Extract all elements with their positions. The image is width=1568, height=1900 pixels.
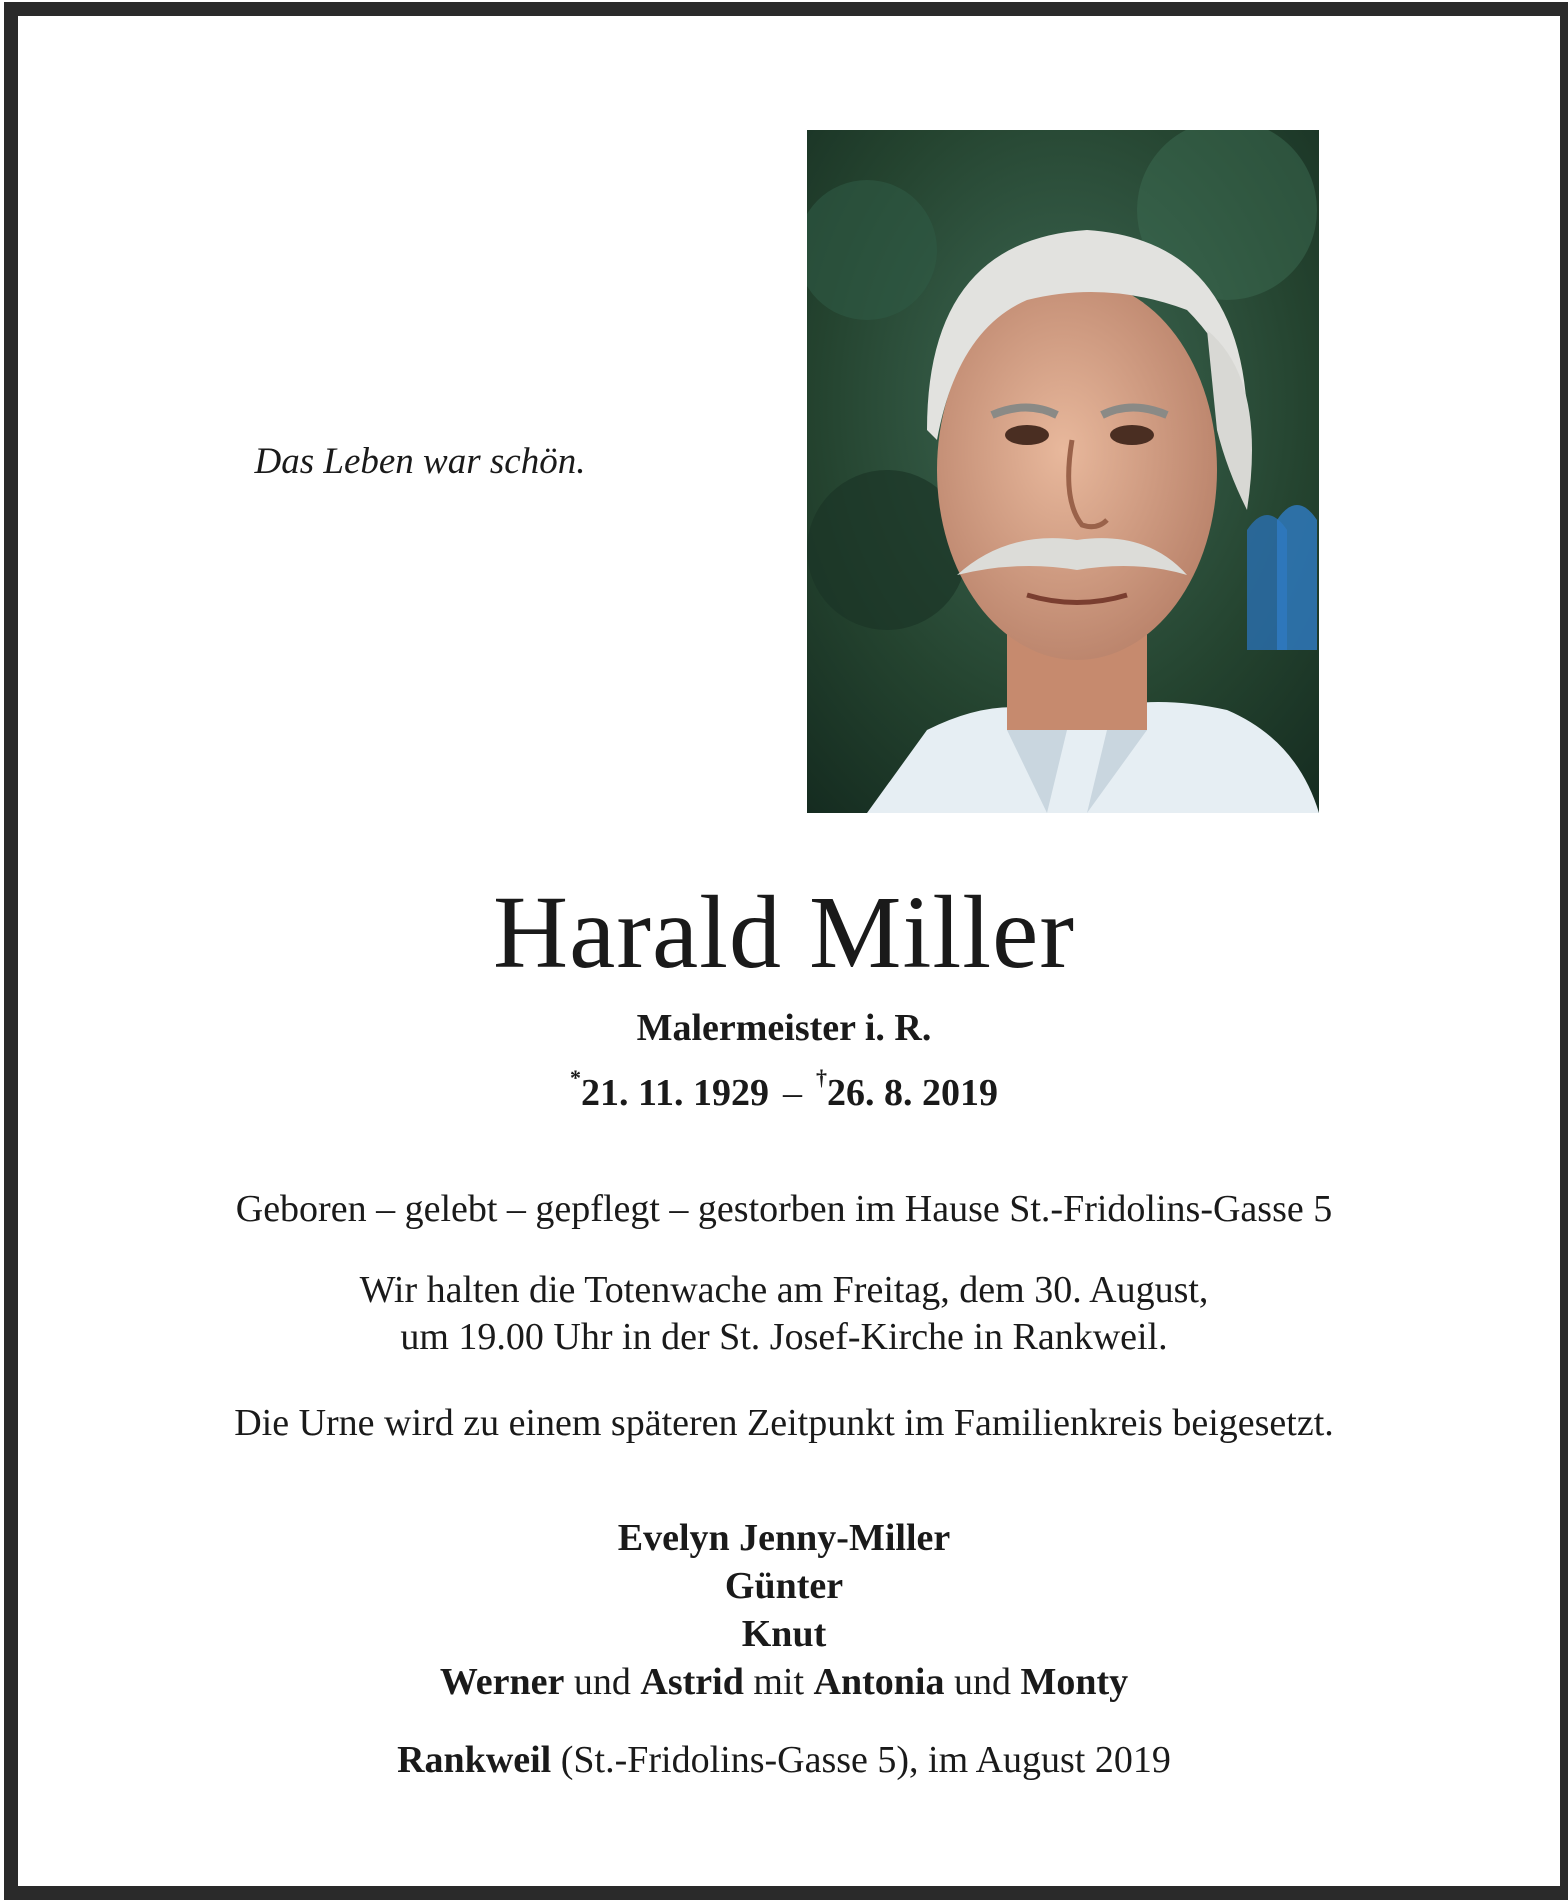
life-statement: Geboren – gelebt – gepflegt – gestorben im Hause St.-Fridolins-Gasse 5 — [235, 1188, 1333, 1230]
mourner-name: Werner — [439, 1661, 565, 1703]
mourner-joiner: und — [573, 1661, 631, 1703]
portrait-illustration — [807, 130, 1319, 813]
life-dates — [40, 1065, 1528, 1115]
death-date: 26. 8. 2019 — [826, 1072, 998, 1114]
footer-place: Rankweil — [397, 1739, 552, 1781]
urn-notice: Die Urne wird zu einem späteren Zeitpunkt im Familienkreis beigesetzt. — [234, 1402, 1334, 1444]
birth-date: 21. 11. 1929 — [581, 1072, 769, 1114]
portrait-photo-icon — [807, 130, 1319, 813]
mourner-line-1: Evelyn Jenny-Miller — [617, 1517, 951, 1559]
birth-symbol: * — [570, 1065, 582, 1091]
motto: Das Leben war schön. — [254, 441, 586, 482]
death-symbol: † — [815, 1065, 827, 1091]
wake-notice-line-1: Wir halten die Totenwache am Freitag, dem 30. August, — [359, 1269, 1209, 1311]
deceased-title: Malermeister i. R. — [636, 1007, 932, 1049]
deceased-name: Harald Miller — [493, 875, 1075, 990]
mourner-joiner: und — [953, 1661, 1011, 1703]
mourner-name: Antonia — [813, 1661, 945, 1703]
mourner-name: Monty — [1020, 1661, 1129, 1703]
place-and-date — [40, 1738, 1528, 1782]
mourner-joiner: mit — [753, 1661, 805, 1703]
wake-notice — [40, 1267, 1528, 1361]
mourner-name: Astrid — [640, 1661, 744, 1703]
footer-rest: (St.-Fridolins-Gasse 5), im August 2019 — [560, 1739, 1171, 1781]
wake-notice-line-2: um 19.00 Uhr in der St. Josef-Kirche in Rankweil. — [400, 1316, 1168, 1358]
date-separator: – — [782, 1072, 802, 1114]
mourner-line-3: Knut — [741, 1613, 827, 1655]
mourners-list — [40, 1514, 1528, 1706]
mourner-line-4 — [40, 1658, 1528, 1706]
mourner-line-2: Günter — [724, 1565, 844, 1607]
